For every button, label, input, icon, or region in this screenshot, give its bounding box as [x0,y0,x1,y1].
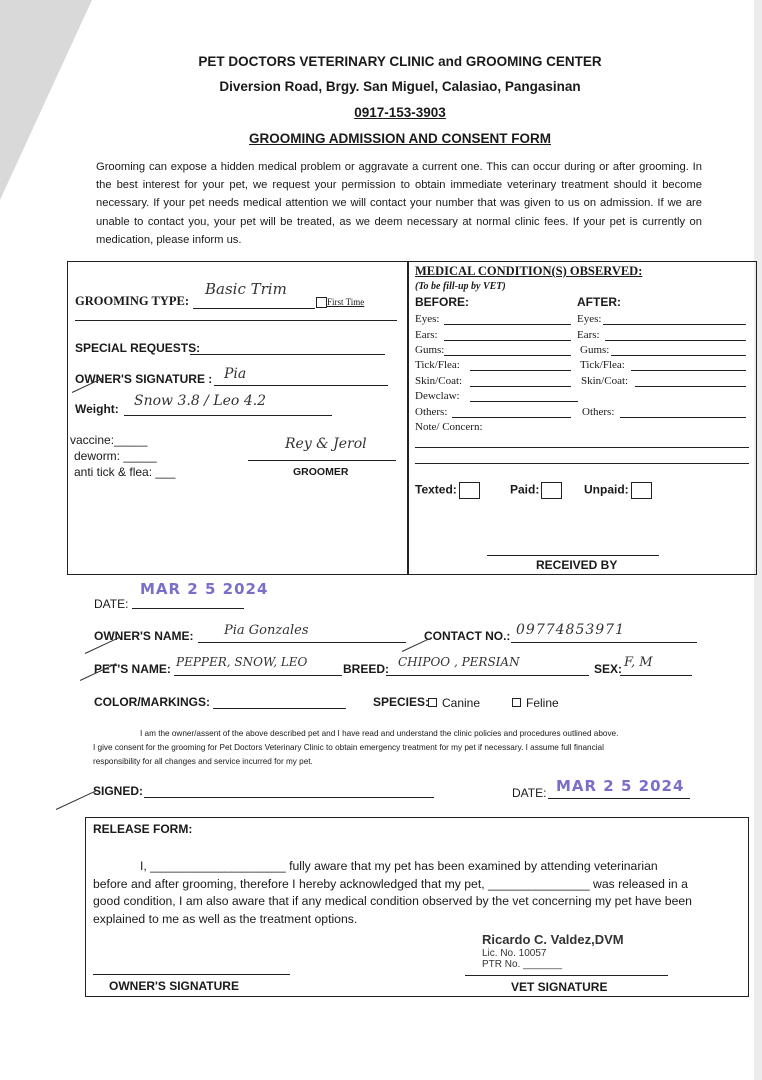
release-owner-signature-line[interactable] [93,974,290,975]
canine-label: Canine [442,696,481,710]
unpaid-field[interactable] [584,482,652,499]
antitick-field[interactable]: anti tick & flea: ___ [74,465,176,479]
weight-label: Weight: [75,402,119,416]
paid-label: Paid: [510,482,540,497]
groomer-line [248,460,396,461]
sex-value[interactable]: F, M [624,655,653,670]
pen-stroke [402,638,430,652]
paid-checkbox[interactable] [541,482,562,499]
before-field-label: Ears: [415,329,438,341]
canine-option[interactable] [428,696,480,710]
date-label: DATE: [94,597,129,611]
species-label: SPECIES: [373,695,430,709]
release-text-4: explained to me as well as the treatment options. [93,911,358,926]
owner-name-value[interactable]: Pia Gonzales [224,623,309,638]
sex-label: SEX: [594,662,623,676]
color-markings-label: COLOR/MARKINGS: [94,695,210,709]
before-field-line[interactable] [470,386,571,387]
date-line [132,608,244,609]
before-field-line[interactable] [470,370,571,371]
release-owner-signature-label: OWNER'S SIGNATURE [109,979,239,993]
owner-signature-line [214,385,388,386]
breed-value[interactable]: CHIPOO , PERSIAN [398,655,520,669]
grooming-type-value[interactable]: Basic Trim [205,280,287,298]
release-text-1: I, ____________________ fully aware that my pet has been examined by attending veterinarian [140,859,658,873]
color-markings-line[interactable] [213,708,346,709]
grooming-type-label: GROOMING TYPE: [75,294,190,308]
release-title: RELEASE FORM: [93,822,193,836]
after-field-line[interactable] [631,370,746,371]
after-field-line[interactable] [605,340,746,341]
vet-ptr: PTR No. _______ [482,959,563,970]
weight-value[interactable]: Snow 3.8 / Leo 4.2 [134,393,267,409]
scan-shadow [0,0,92,200]
contact-label: CONTACT NO.: [424,629,511,643]
after-field-label: Skin/Coat: [581,375,629,387]
contact-line [511,642,697,643]
canine-checkbox[interactable] [428,698,437,707]
consent-line-2: I give consent for the grooming for Pet Doctors Veterinary Clinic to obtain emergency treatment for my pet if necessary. I assume full financial [93,743,604,752]
texted-field[interactable] [415,482,480,499]
consent-date-line [548,798,690,799]
before-field-line[interactable] [444,340,571,341]
before-field-label: Skin/Coat: [415,375,463,387]
vet-name: Ricardo C. Valdez,DVM [482,932,624,947]
note-label: Note/ Concern: [415,421,483,433]
grooming-type-line [193,308,315,309]
paid-field[interactable] [510,482,562,499]
owner-signature-value[interactable]: Pia [224,366,247,382]
consent-date-label: DATE: [512,786,547,800]
received-by-line[interactable] [487,555,659,556]
before-field-line[interactable] [470,401,578,402]
texted-label: Texted: [415,482,457,497]
vaccine-field[interactable]: vaccine:_____ [70,433,148,447]
before-field-label: Gums: [415,344,445,356]
breed-label: BREED: [343,662,390,676]
before-field-line[interactable] [444,355,571,356]
first-time-label: First Time [327,297,365,307]
grooming-type-line-2 [75,320,397,321]
first-time-option[interactable] [316,297,364,308]
after-field-label: Others: [582,406,615,418]
groomer-label: GROOMER [293,466,349,478]
pet-name-line [174,675,342,676]
clinic-name: PET DOCTORS VETERINARY CLINIC and GROOMING CENTER [198,54,602,69]
unpaid-label: Unpaid: [584,482,629,497]
feline-label: Feline [526,696,559,710]
first-time-checkbox[interactable] [316,297,327,308]
groomer-signature[interactable]: Rey & Jerol [285,436,367,452]
sex-line [620,675,692,676]
before-field-label: Eyes: [415,313,440,325]
intro-paragraph: Grooming can expose a hidden medical problem or aggravate a current one. This can occur during or after grooming. In the best interest for your pet, we request your permission to obtain immediate veterinary treatment should it become necessary. If your pet needs medical attention we will contact your number that was given to us on admission. If we are unable to contact you, your pet will be treated, as we deem necessary at normal clinic fees. If your pet is currently on medication, please inform us. [96,161,702,246]
pet-name-label: PET'S NAME: [94,662,171,676]
owner-name-line [198,642,406,643]
before-field-line[interactable] [444,324,571,325]
medical-subtitle: (To be fill-up by VET) [415,281,506,292]
after-field-label: Ears: [577,329,600,341]
feline-option[interactable] [512,696,559,710]
before-field-line[interactable] [452,417,571,418]
before-field-label: Dewclaw: [415,390,460,402]
after-label: AFTER: [577,295,621,309]
after-field-label: Gums: [580,344,610,356]
texted-checkbox[interactable] [459,482,480,499]
form-title: GROOMING ADMISSION AND CONSENT FORM [249,131,551,146]
before-field-label: Others: [415,406,448,418]
pet-name-value[interactable]: PEPPER, SNOW, LEO [176,655,308,669]
date-stamp[interactable]: MAR 2 5 2024 [140,580,269,598]
owner-name-label: OWNER'S NAME: [94,629,194,643]
consent-date-stamp[interactable]: MAR 2 5 2024 [556,777,685,795]
after-field-line[interactable] [620,417,746,418]
vet-license: Lic. No. 10057 [482,948,547,959]
signed-label: SIGNED: [93,784,144,798]
special-requests-line [190,354,385,355]
after-field-line[interactable] [635,386,746,387]
owner-signature-label: OWNER'S SIGNATURE : [75,372,213,386]
after-field-line[interactable] [611,355,746,356]
weight-line [124,415,332,416]
clinic-phone: 0917-153-3903 [354,105,446,120]
before-field-label: Tick/Flea: [415,359,460,371]
consent-line-1: I am the owner/assent of the above described pet and I have read and understand the clinic policies and procedures outlined above. [140,729,619,738]
release-text-2: before and after grooming, therefore I hereby acknowledged that my pet, _______________ was released in a [93,876,688,891]
release-text-3: good condition, I am also aware that if any medical condition observed by the vet concerning my pet have been [93,894,692,908]
note-line-2[interactable] [415,463,749,464]
contact-value[interactable]: 09774853971 [516,622,625,638]
note-line-1[interactable] [415,447,749,448]
unpaid-checkbox[interactable] [631,482,652,499]
feline-checkbox[interactable] [512,698,521,707]
after-field-label: Eyes: [577,313,602,325]
clinic-address: Diversion Road, Brgy. San Miguel, Calasiao, Pangasinan [219,79,581,94]
signed-line[interactable] [144,797,434,798]
deworm-field[interactable]: deworm: _____ [74,449,157,463]
special-requests-label: SPECIAL REQUESTS: [75,341,201,355]
vet-signature-line[interactable] [465,975,668,976]
after-field-line[interactable] [603,324,746,325]
after-field-label: Tick/Flea: [580,359,625,371]
release-paragraph [93,858,743,928]
consent-line-3: responsibility for all changes and service incurred for my pet. [93,757,313,766]
received-by-label: RECEIVED BY [536,558,618,572]
before-label: BEFORE: [415,295,469,309]
vet-signature-label: VET SIGNATURE [511,980,608,994]
pen-stroke [56,790,96,810]
breed-line [386,675,589,676]
medical-title: MEDICAL CONDITION(S) OBSERVED: [415,264,643,278]
